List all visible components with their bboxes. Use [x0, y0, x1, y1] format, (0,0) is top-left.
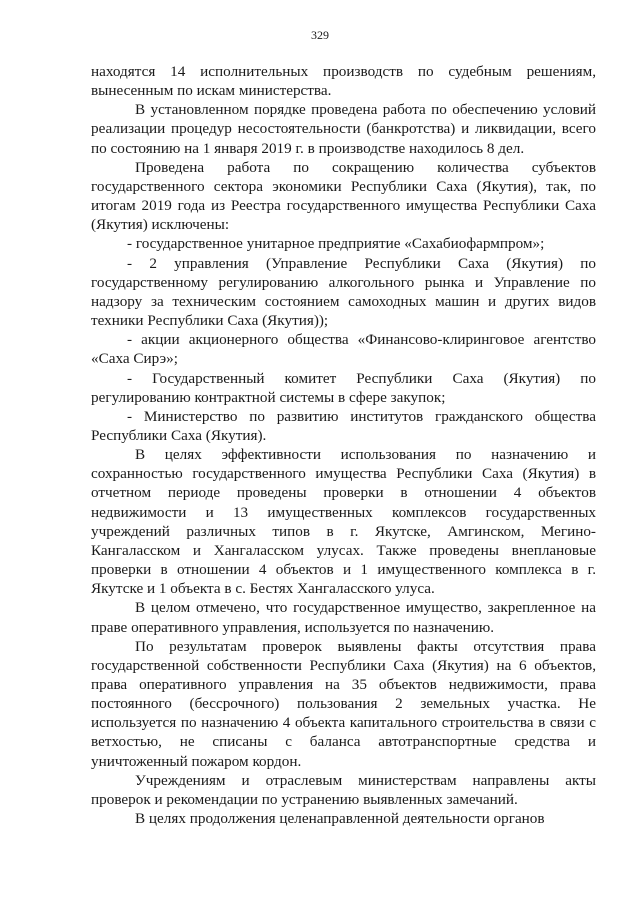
- paragraph: По результатам проверок выявлены факты отсутствия права государственной собственности Республики Саха (Якутия) на 6 объектов, права оперативного управления на 35 объектов недвижимости, права постоянного (бессрочного) пользования 2 земельных участка. Не используется по назначению 4 объекта капитального строительства в связи с ветхостью, не списаны с баланса автотранспортные средства и уничтоженный пожаром кордон.: [91, 637, 596, 770]
- paragraph: Учреждениям и отраслевым министерствам направлены акты проверок и рекомендации по устранению выявленных замечаний.: [91, 771, 596, 808]
- list-item: - Государственный комитет Республики Саха (Якутия) по регулированию контрактной системы в сфере закупок;: [91, 369, 596, 406]
- list-item: - акции акционерного общества «Финансово-клиринговое агентство «Саха Сирэ»;: [91, 331, 596, 368]
- page-body: [91, 62, 596, 828]
- page-number: 329: [311, 28, 329, 42]
- paragraph: находятся 14 исполнительных производств по судебным решениям, вынесенным по искам министерства.: [91, 63, 596, 100]
- paragraph: В целях продолжения целенаправленной деятельности органов: [135, 810, 545, 828]
- list-item: - 2 управления (Управление Республики Саха (Якутия) по государственному регулированию алкогольного рынка и Управление по надзору за техническим состоянием самоходных машин и других видов техники Республики Саха (Якутия));: [91, 254, 596, 330]
- list-item: - Министерство по развитию институтов гражданского общества Республики Саха (Якутия).: [91, 407, 596, 444]
- paragraph: В целях эффективности использования по назначению и сохранностью государственного имущества Республики Саха (Якутия) в отчетном периоде проведены проверки в отношении 4 объектов недвижимости и 13 имущественных комплексов государственных учреждений различных типов в г. Якутске, Амгинском, Мегино-Кангаласском и Хангаласском улусах. Также проведены внеплановые проверки в отношении 4 объектов и 1 имущественного комплекса в г. Якутске и 1 объекта в с. Бестях Хангаласского улуса.: [91, 446, 596, 598]
- list-item: - государственное унитарное предприятие «Сахабиофармпром»;: [127, 235, 545, 253]
- paragraph: В установленном порядке проведена работа по обеспечению условий реализации процедур несостоятельности (банкротства) и ликвидации, всего по состоянию на 1 января 2019 г. в производстве находилось 8 дел.: [91, 101, 596, 157]
- paragraph: В целом отмечено, что государственное имущество, закрепленное на праве оперативного управления, используется по назначению.: [91, 599, 596, 636]
- paragraph: Проведена работа по сокращению количества субъектов государственного сектора экономики Республики Саха (Якутия), так, по итогам 2019 года из Реестра государственного имущества Республики Саха (Якутия) исключены:: [91, 158, 596, 234]
